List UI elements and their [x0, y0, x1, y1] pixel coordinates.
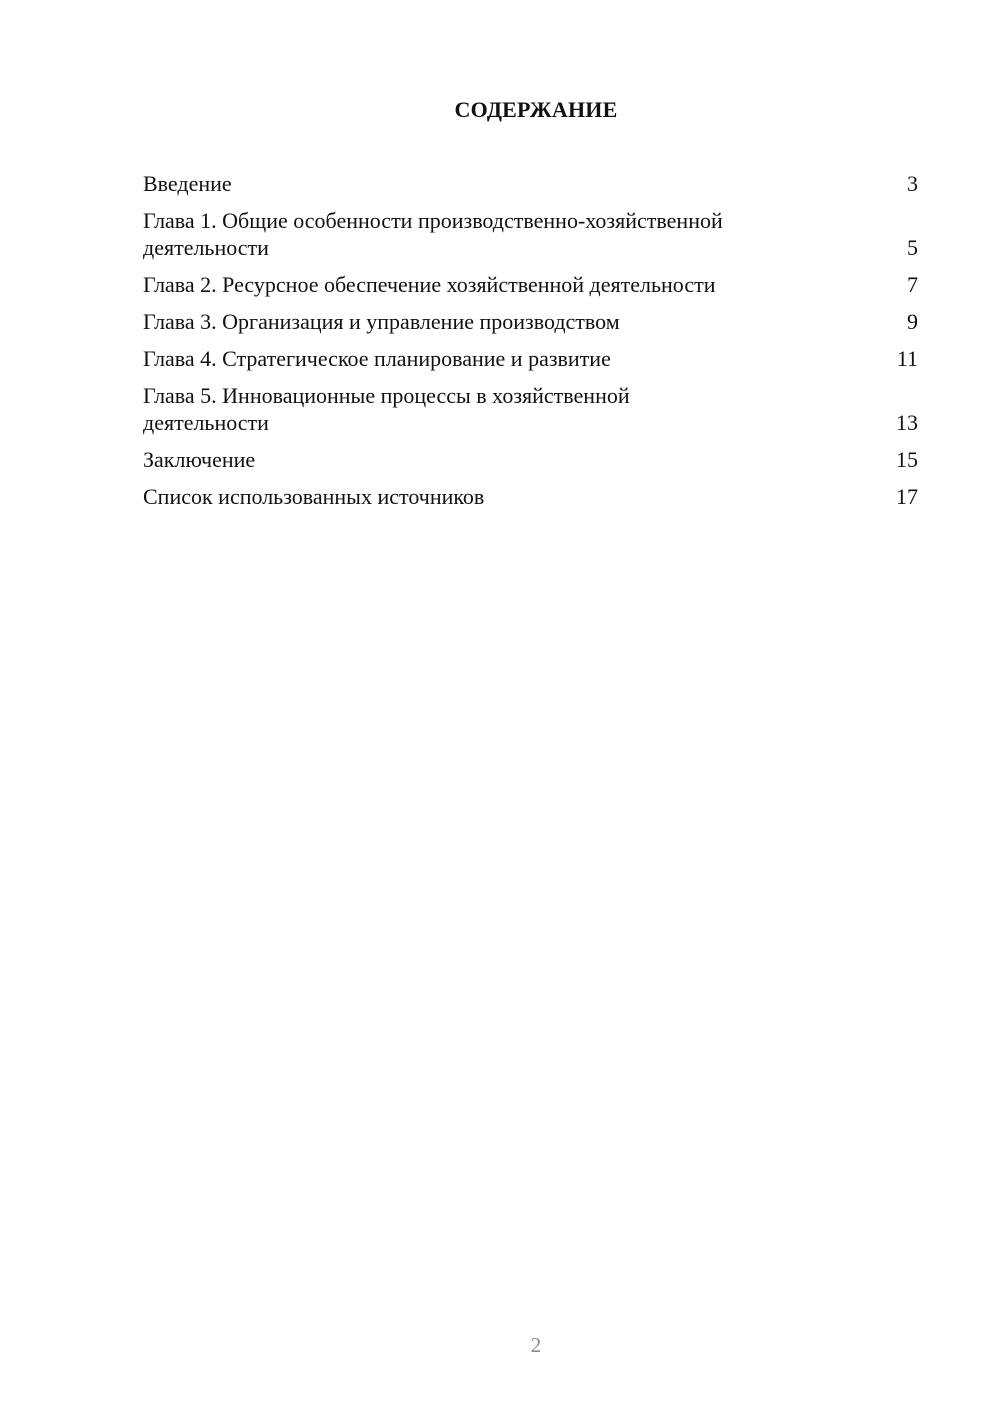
- toc-entry-page: 3: [907, 171, 918, 196]
- toc-entry-page: 13: [896, 410, 918, 435]
- toc-entry-title: Глава 2. Ресурсное обеспечение хозяйственной деятельности: [143, 272, 716, 297]
- toc-entry-page: 11: [896, 346, 918, 371]
- toc-entry-title: Глава 5. Инновационные процессы в хозяйственной деятельности: [143, 383, 630, 435]
- toc-entry-title: Список использованных источников: [143, 484, 485, 509]
- toc-entry-title: Глава 4. Стратегическое планирование и развитие: [143, 346, 611, 371]
- toc-entry-title: Глава 1. Общие особенности производственно-хозяйственной деятельности: [143, 208, 723, 260]
- toc-entry-page: 9: [907, 309, 918, 334]
- toc-entry-chapter-1[interactable]: [143, 207, 918, 261]
- toc-entry-chapter-4[interactable]: [143, 345, 918, 372]
- page-title: СОДЕРЖАНИЕ: [454, 97, 618, 122]
- toc-entry-introduction[interactable]: [143, 170, 918, 197]
- toc-entry-page: 17: [896, 484, 918, 509]
- toc-entry-references[interactable]: [143, 483, 918, 510]
- toc-entry-page: 5: [907, 235, 918, 260]
- page-number: 2: [530, 1333, 542, 1357]
- toc-entry-page: 7: [907, 272, 918, 297]
- toc-entry-chapter-2[interactable]: [143, 271, 918, 298]
- toc-entry-conclusion[interactable]: [143, 446, 918, 473]
- toc-entry-title: Заключение: [143, 447, 256, 472]
- toc-entry-title: Глава 3. Организация и управление производством: [143, 309, 620, 334]
- toc-entry-chapter-3[interactable]: [143, 308, 918, 335]
- toc-entry-chapter-5[interactable]: [143, 382, 918, 436]
- toc-entry-title: Введение: [143, 171, 232, 196]
- toc-entry-page: 15: [896, 447, 918, 472]
- table-of-contents: [143, 170, 918, 520]
